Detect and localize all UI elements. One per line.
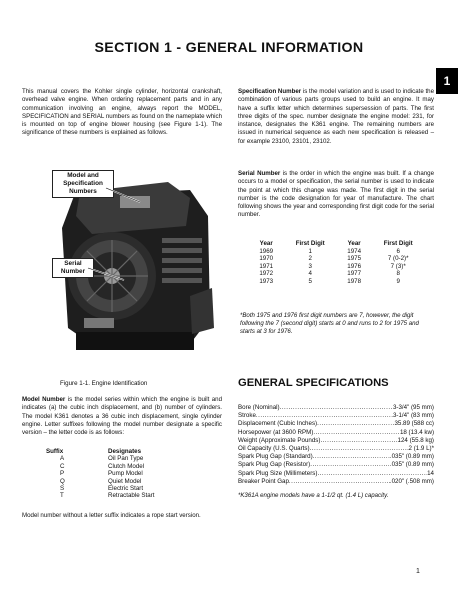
cell: 8 bbox=[396, 270, 400, 278]
cell: 1972 bbox=[259, 270, 274, 278]
cell: P bbox=[60, 470, 65, 478]
col-first-digit-1: First Digit bbox=[295, 240, 325, 247]
spec-value: 35.89 (588 cc) bbox=[394, 420, 434, 428]
serial-number-term: Serial Number bbox=[238, 170, 281, 177]
cell: C bbox=[60, 462, 65, 470]
table-row bbox=[252, 263, 428, 271]
cell: Q bbox=[60, 477, 65, 485]
spec-value: .035" (0.89 mm) bbox=[389, 453, 434, 461]
col-suffix: Suffix bbox=[46, 448, 64, 455]
cell: 4 bbox=[308, 270, 312, 278]
figure-leader-lines bbox=[40, 168, 218, 364]
cell: 1978 bbox=[347, 277, 362, 285]
spec-row bbox=[238, 453, 434, 461]
general-specs-heading: GENERAL SPECIFICATIONS bbox=[238, 377, 389, 389]
cell: Retractable Start bbox=[108, 492, 155, 500]
spec-row bbox=[238, 461, 434, 469]
cell: 1973 bbox=[259, 277, 274, 285]
section-tab: 1 bbox=[436, 68, 458, 94]
serial-number-text: is the order in which the engine was built. If a change occurs to a model or specification, the serial number is used to indicate the point at which this change was made. The first digit in the serial number is the code designation for year of manufacture. The chart following shows the year and corresponding first digit code for the serial number. bbox=[238, 170, 434, 219]
general-specs-list bbox=[238, 404, 434, 486]
spec-value: 2 (1.9 L)* bbox=[408, 445, 434, 453]
col-designates: Designates bbox=[108, 448, 142, 455]
col-first-digit-2: First Digit bbox=[383, 240, 413, 247]
spec-label: Spark Plug Gap (Resistor) bbox=[238, 461, 311, 469]
cell: 1 bbox=[308, 247, 312, 255]
table-row bbox=[252, 255, 428, 263]
year-table-footnote: *Both 1975 and 1976 first digit numbers are 7, however, the digit following the 7 (second digit) starts at 0 and runs to 2 for 1975 and starts at 3 for 1976. bbox=[240, 312, 419, 336]
spec-label: Breaker Point Gap bbox=[238, 477, 289, 485]
suffix-table-header bbox=[46, 448, 154, 455]
spec-row bbox=[238, 420, 434, 428]
spec-label: Bore (Nominal) bbox=[238, 404, 280, 411]
cell: 5 bbox=[308, 277, 312, 285]
suffix-table bbox=[46, 448, 154, 500]
spec-row bbox=[238, 404, 434, 412]
cell: Electric Start bbox=[108, 485, 144, 493]
table-row bbox=[252, 270, 428, 278]
cell: 1970 bbox=[259, 255, 274, 263]
col-year-1: Year bbox=[259, 240, 273, 247]
label-model-spec-numbers: Model and Specification Numbers bbox=[52, 170, 114, 198]
table-row bbox=[46, 455, 154, 462]
cell: Quiet Model bbox=[108, 477, 142, 485]
spec-row bbox=[238, 470, 434, 478]
spec-row bbox=[238, 478, 434, 486]
spec-value: 3-1/4" (83 mm) bbox=[392, 412, 434, 420]
table-row bbox=[252, 278, 428, 286]
year-digit-table bbox=[252, 240, 428, 286]
spec-number-term: Specification Number bbox=[238, 88, 302, 95]
cell: S bbox=[60, 485, 65, 493]
spec-number-paragraph bbox=[238, 88, 434, 146]
model-number-term: Model Number bbox=[22, 396, 66, 403]
page-number: 1 bbox=[416, 568, 420, 575]
cell: 2 bbox=[308, 255, 312, 263]
spec-row bbox=[238, 412, 434, 420]
spec-row bbox=[238, 429, 434, 437]
cell: 1975 bbox=[347, 255, 362, 263]
cell: 6 bbox=[396, 247, 400, 255]
general-specs-footnote: *K361A engine models have a 1-1/2 qt. (1.4 L) capacity. bbox=[238, 492, 389, 499]
table-row bbox=[46, 485, 154, 492]
cell: A bbox=[60, 455, 65, 463]
spec-number-text: is the model variation and is used to indicate the combination of various parts groups used to build an engine. It may have a suffix letter which determines supersession of parts. The first three digits of the spec. number designate the engine model: 231, for instance, designates the K361 engine. The remaining numbers are issued in numerical sequence as each new specification is released – for example 23100, 23101, 23102. bbox=[238, 88, 434, 145]
table-row bbox=[46, 492, 154, 499]
cell: 7 (3)* bbox=[390, 262, 406, 270]
spec-label: Oil Capacity (U.S. Quarts) bbox=[238, 445, 310, 453]
spec-value: 14 bbox=[427, 469, 434, 477]
table-row bbox=[46, 470, 154, 477]
spec-value: 124 (55.8 kg) bbox=[397, 436, 434, 444]
cell: T bbox=[60, 492, 64, 500]
spec-label: Spark Plug Gap (Standard) bbox=[238, 453, 313, 461]
table-row bbox=[46, 463, 154, 470]
spec-label: Displacement (Cubic Inches) bbox=[238, 420, 318, 428]
spec-label: Weight (Approximate Pounds) bbox=[238, 436, 321, 444]
cell: 1971 bbox=[259, 262, 274, 270]
cell: 1974 bbox=[347, 247, 362, 255]
cell: Oil Pan Type bbox=[108, 455, 144, 463]
spec-value: .035" (0.89 mm) bbox=[389, 461, 434, 469]
spec-label: Horsepower (at 3600 RPM) bbox=[238, 428, 314, 436]
table-row bbox=[252, 248, 428, 256]
cell: Clutch Model bbox=[108, 462, 145, 470]
col-year-2: Year bbox=[347, 240, 361, 247]
year-table-header bbox=[252, 240, 428, 248]
serial-number-paragraph bbox=[238, 170, 434, 220]
cell: 7 (0-2)* bbox=[387, 255, 409, 263]
rope-start-note: Model number without a letter suffix indicates a rope start version. bbox=[22, 512, 201, 519]
spec-label: Stroke bbox=[238, 412, 256, 420]
spec-label: Spark Plug Size (Millimeters) bbox=[238, 469, 318, 477]
label-serial-number: Serial Number bbox=[52, 258, 94, 278]
model-number-paragraph bbox=[22, 396, 222, 437]
cell: Pump Model bbox=[108, 470, 143, 478]
figure-caption: Figure 1-1. Engine Identification bbox=[60, 380, 148, 387]
cell: 9 bbox=[396, 277, 400, 285]
cell: 3 bbox=[308, 262, 312, 270]
table-row bbox=[46, 478, 154, 485]
model-number-text: is the model series within which the engine is built and indicates (a) the cubic inch displacement, and (b) number of cylinders. The model K361 denotes a 36 cubic inch displacement, single cylinder engine. Letter suffixes following the model number designate a specific version – the letter code is as follows: bbox=[22, 396, 222, 437]
cell: 1969 bbox=[259, 247, 274, 255]
spec-value: .020" (.508 mm) bbox=[389, 477, 434, 485]
cell: 1976 bbox=[347, 262, 362, 270]
intro-paragraph: This manual covers the Kohler single cylinder, horizontal crankshaft, overhead valve engine. When ordering replacement parts and in any communication involving an engine, always report the MODEL, SPECIFICATION and SERIAL numbers as found on the nameplate which is mounted on top of engine blower housing (see Figure 1-1). The significance of these numbers is explained as follows. bbox=[22, 88, 222, 137]
spec-row bbox=[238, 445, 434, 453]
cell: 1977 bbox=[347, 270, 362, 278]
section-title: SECTION 1 - GENERAL INFORMATION bbox=[94, 40, 364, 56]
spec-value: 18 (13.4 kw) bbox=[399, 428, 434, 436]
spec-row bbox=[238, 437, 434, 445]
spec-value: 3-3/4" (95 mm) bbox=[392, 404, 434, 411]
